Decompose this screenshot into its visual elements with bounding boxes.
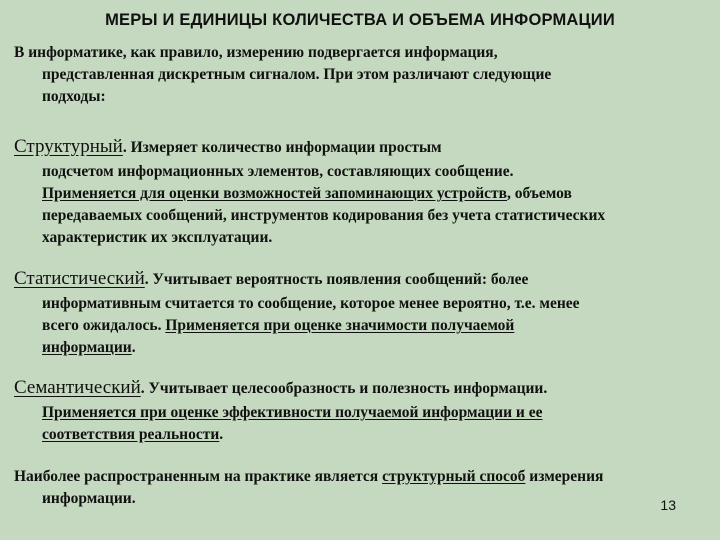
statistical-usage: информации: [42, 339, 132, 356]
page-number: 13: [660, 497, 676, 513]
structural-term: Структурный: [14, 136, 123, 157]
intro-line: представленная дискретным сигналом. При этом различают следующие: [42, 66, 552, 83]
statistical-term: Статистический: [14, 268, 145, 289]
statistical-paragraph: [14, 266, 704, 359]
intro-paragraph: [14, 42, 704, 108]
conclusion-highlight: структурный способ: [382, 468, 526, 485]
structural-line: . Измеряет количество информации простым: [122, 139, 442, 156]
semantic-line: . Учитывает целесообразность и полезность информации.: [140, 380, 548, 397]
conclusion-line: информации.: [42, 490, 136, 507]
structural-line: передаваемых сообщений, инструментов кодирования без учета статистических: [42, 207, 606, 224]
statistical-line: .: [131, 339, 136, 356]
semantic-usage: соответствия реальности: [42, 426, 220, 443]
semantic-paragraph: [14, 375, 704, 446]
semantic-term: Семантический: [14, 377, 141, 398]
statistical-line: информативным считается то сообщение, которое менее вероятно, т.е. менее: [42, 295, 580, 312]
conclusion-line: Наиболее распространенным на практике является: [14, 468, 383, 485]
structural-line: характеристик их эксплуатации.: [42, 229, 273, 246]
statistical-line: всего ожидалось.: [42, 317, 166, 334]
structural-usage: Применяется для оценки возможностей запоминающих устройств: [42, 185, 507, 202]
conclusion-paragraph: [14, 466, 704, 510]
statistical-usage: Применяется при оценке значимости получаемой: [165, 317, 515, 334]
conclusion-line: измерения: [525, 468, 604, 485]
slide-title: МЕРЫ И ЕДИНИЦЫ КОЛИЧЕСТВА И ОБЪЕМА ИНФОРМАЦИИ: [105, 11, 615, 29]
intro-line: подходы:: [42, 88, 106, 105]
semantic-usage: Применяется при оценке эффективности получаемой информации и ее: [42, 404, 543, 421]
statistical-line: . Учитывает вероятность появления сообщений: более: [144, 271, 529, 288]
structural-line: подсчетом информационных элементов, составляющих сообщение.: [42, 163, 514, 180]
structural-line: , объемов: [507, 185, 572, 202]
intro-line: В информатике, как правило, измерению подвергается информация,: [14, 44, 498, 61]
structural-paragraph: [14, 134, 704, 249]
semantic-line: .: [219, 426, 224, 443]
